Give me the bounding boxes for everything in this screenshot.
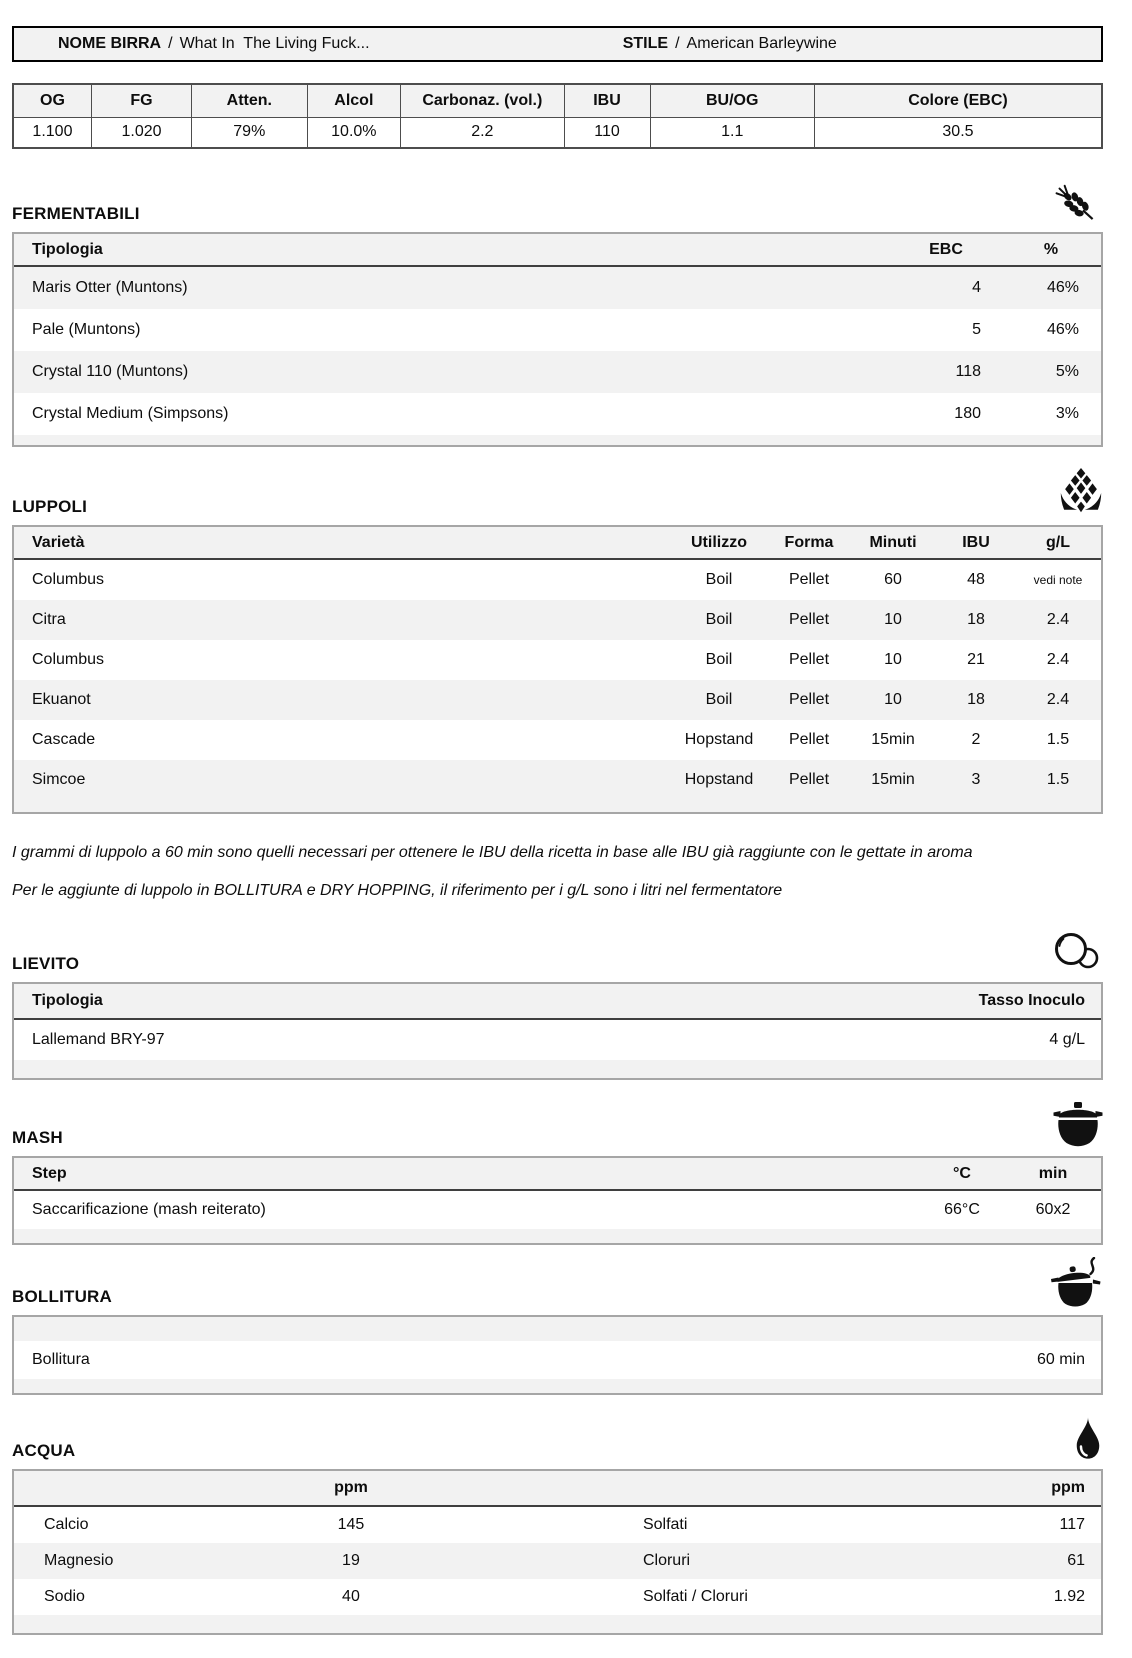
fermentable-pct: 5% [1055,363,1079,380]
fermentable-ebc-header: EBC [929,240,963,258]
recipe-title-bar [12,26,1103,62]
stat-ibu-value: 110 [564,117,650,148]
fermentable-pct: 46% [1046,279,1079,296]
yeast-title: LIEVITO [12,954,80,973]
hop-variety: Citra [32,611,66,628]
fermentable-row [14,351,1101,393]
beer-name-group [14,35,623,53]
boiling-pot-icon [1049,1257,1103,1307]
hop-ibu: 18 [967,611,985,628]
boil-step-name: Bollitura [32,1351,90,1368]
mash-step-header: Step [32,1164,67,1182]
hop-ibu: 21 [967,651,985,668]
stat-carbonation-value: 2.2 [401,117,564,148]
fermentable-ebc: 5 [972,321,981,338]
water-row [14,1579,1101,1615]
stat-color-label: Colore (EBC) [814,84,1102,117]
fermentable-row [14,267,1101,309]
fermentable-pct: 3% [1055,405,1079,422]
hop-use-header: Utilizzo [691,533,747,551]
hop-row [14,560,1101,600]
hop-note-2: Per le aggiunte di luppolo in BOLLITURA e DRY HOPPING, il riferimento per i g/L sono i litri nel fermentatore [12,882,783,899]
style-group [623,35,837,53]
hop-notes [12,838,1103,906]
fermentable-ebc: 118 [955,363,981,380]
water-header-row [14,1471,1101,1507]
fermentable-type-header: Tipologia [32,240,103,258]
hop-ibu: 18 [967,691,985,708]
stat-bu-og-label: BU/OG [650,84,814,117]
fermentable-row [14,309,1101,351]
mash-step: Saccarificazione (mash reiterato) [32,1201,266,1218]
hop-use: Hopstand [684,731,754,748]
beer-name-value: What In The Living Fuck... [179,35,370,52]
hop-form: Pellet [788,731,830,748]
hop-ibu: 2 [971,731,981,748]
boil-title: BOLLITURA [12,1287,113,1306]
stat-abv-label: Alcol [307,84,401,117]
yeast-type-header: Tipologia [32,992,103,1009]
fermentable-name: Maris Otter (Muntons) [32,279,188,296]
mash-min-header: min [1038,1164,1068,1182]
hops-table [12,525,1103,814]
stats-table [12,83,1103,149]
hop-minutes: 15min [871,731,915,748]
stats-value-row [13,117,1102,148]
stat-color-value: 30.5 [814,117,1102,148]
fermentable-row [14,393,1101,435]
hop-minutes: 10 [884,691,902,708]
hop-minutes: 60 [884,571,902,588]
hop-cone-icon [1059,467,1103,517]
hop-row [14,600,1101,640]
hop-minutes-header: Minuti [869,533,917,551]
hop-variety: Columbus [32,571,105,588]
hop-use: Boil [705,571,733,588]
hop-form: Pellet [788,651,830,668]
wheat-icon [1047,182,1103,224]
yeast-rate-header: Tasso Inoculo [978,992,1085,1009]
yeast-name: Lallemand BRY-97 [32,1031,165,1048]
mash-section-header [12,1102,1103,1148]
hop-use: Boil [705,611,733,628]
water-ppm-right-header: ppm [1051,1479,1085,1496]
style-separator: / [675,35,680,52]
stat-abv-value: 10.0% [307,117,401,148]
water-section-header [12,1415,1103,1461]
stat-attenuation-label: Atten. [192,84,307,117]
stat-fg-label: FG [91,84,191,117]
water-ppm-left-header: ppm [334,1479,368,1496]
boil-duration: 60 min [1036,1351,1085,1368]
hop-gl: 2.4 [1046,691,1070,708]
mash-temp: 66°C [944,1201,980,1218]
stats-header-row [13,84,1102,117]
water-ion-left: Magnesio [44,1552,114,1569]
water-table [12,1469,1103,1635]
fermentables-header-row [14,234,1101,267]
fermentables-table [12,232,1103,447]
beer-name-separator: / [168,35,173,52]
hops-header-row [14,527,1101,560]
fermentable-name: Pale (Muntons) [32,321,141,338]
water-row [14,1507,1101,1543]
hop-variety: Columbus [32,651,105,668]
hop-note-1: I grammi di luppolo a 60 min sono quelli necessari per ottenere le IBU della ricetta in base alle IBU già raggiunte con le gettate in aroma [12,844,973,861]
mash-title: MASH [12,1128,63,1147]
hop-minutes: 10 [884,611,902,628]
hop-use: Boil [705,691,733,708]
water-ion-left: Sodio [44,1588,85,1605]
yeast-header-row [14,984,1101,1020]
water-ion-right: Solfati / Cloruri [642,1588,748,1605]
mash-temp-header: °C [953,1164,971,1182]
hop-variety: Ekuanot [32,691,91,708]
hop-row [14,760,1101,800]
hop-variety: Simcoe [32,771,86,788]
hop-gl: 2.4 [1046,611,1070,628]
mash-min: 60x2 [1035,1201,1071,1218]
hop-use: Hopstand [684,771,754,788]
yeast-section-header [12,930,1103,974]
hop-gl: 2.4 [1046,651,1070,668]
fermentable-ebc: 4 [972,279,981,296]
beer-name-label: NOME BIRRA [58,35,162,52]
fermentable-name: Crystal 110 (Muntons) [32,363,189,380]
water-ppm-right: 117 [1059,1516,1085,1533]
pot-icon [1053,1102,1103,1148]
hop-gl: 1.5 [1046,771,1070,788]
mash-table [12,1156,1103,1245]
hop-use: Boil [705,651,733,668]
hop-form: Pellet [788,691,830,708]
fermentable-ebc: 180 [954,405,981,422]
hop-gl: vedi note [1033,573,1083,587]
stat-bu-og-value: 1.1 [650,117,814,148]
stat-og-label: OG [13,84,91,117]
hop-form: Pellet [788,571,830,588]
water-ppm-right: 1.92 [1053,1588,1085,1605]
hop-variety-header: Varietà [32,533,85,551]
stat-attenuation-value: 79% [192,117,307,148]
water-ppm-left: 19 [342,1552,360,1569]
fermentables-section-header [12,182,1103,224]
water-title: ACQUA [12,1441,76,1460]
hops-section-header [12,467,1103,517]
boil-row [14,1341,1101,1379]
fermentable-pct-header: % [1043,240,1059,258]
hop-minutes: 10 [884,651,902,668]
hop-variety: Cascade [32,731,96,748]
hop-form: Pellet [788,611,830,628]
hop-gl-header: g/L [1046,533,1070,551]
water-ion-right: Cloruri [642,1552,691,1569]
hop-ibu: 3 [971,771,981,788]
hop-form-header: Forma [784,533,834,551]
mash-row [14,1191,1101,1229]
boil-section-header [12,1257,1103,1307]
water-ppm-right: 61 [1067,1552,1085,1569]
fermentable-pct: 46% [1046,321,1079,338]
boil-table [12,1315,1103,1395]
yeast-row [14,1020,1101,1060]
yeast-table [12,982,1103,1080]
hop-row [14,640,1101,680]
hop-row [14,720,1101,760]
mash-header-row [14,1158,1101,1191]
water-ion-left: Calcio [44,1516,89,1533]
hop-gl: 1.5 [1046,731,1070,748]
water-drop-icon [1073,1415,1103,1461]
stat-carbonation-label: Carbonaz. (vol.) [401,84,564,117]
water-ppm-left: 145 [337,1516,365,1533]
fermentable-name: Crystal Medium (Simpsons) [32,405,229,422]
stat-og-value: 1.100 [13,117,91,148]
yeast-rate: 4 g/L [1049,1031,1085,1048]
hop-ibu-header: IBU [962,533,990,551]
style-label: STILE [622,35,669,52]
hop-form: Pellet [788,771,830,788]
hop-ibu: 48 [967,571,985,588]
water-ion-right: Solfati [642,1516,688,1533]
stat-ibu-label: IBU [564,84,650,117]
style-value: American Barleywine [686,35,837,52]
fermentables-title: FERMENTABILI [12,204,140,223]
yeast-cell-icon [1051,930,1103,974]
stat-fg-value: 1.020 [91,117,191,148]
water-ppm-left: 40 [342,1588,360,1605]
hop-row [14,680,1101,720]
hop-minutes: 15min [871,771,915,788]
water-row [14,1543,1101,1579]
hops-title: LUPPOLI [12,497,88,516]
